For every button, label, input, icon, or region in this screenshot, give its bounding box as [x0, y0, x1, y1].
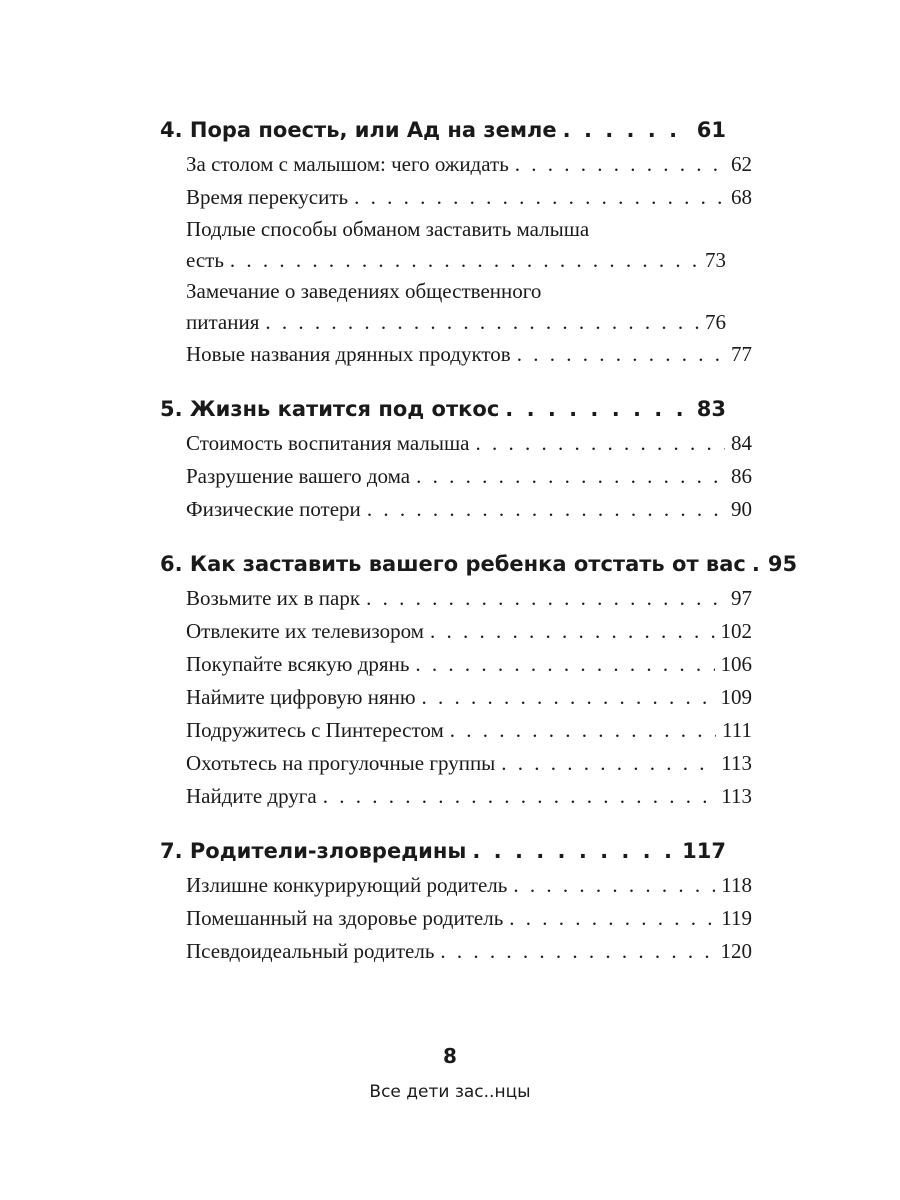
- section-entry[interactable]: [160, 276, 726, 338]
- section-page-number: 106: [720, 652, 752, 676]
- section-entry[interactable]: [160, 869, 752, 902]
- section-title-line1: Подлые способы обманом заставить малыша: [186, 217, 590, 241]
- dot-leader: [430, 615, 715, 648]
- section-title: Подружитесь с Пинтерестом: [186, 718, 444, 742]
- chapter-title: 7. Родители-зловредины: [160, 839, 467, 863]
- chapter-page-number: 117: [682, 839, 726, 863]
- section-entry[interactable]: [160, 338, 752, 371]
- section-title: Отвлеките их телевизором: [186, 619, 424, 643]
- dot-leader: [440, 935, 714, 968]
- dot-leader: [505, 391, 690, 427]
- dot-leader: [517, 338, 725, 371]
- section-title: Псевдоидеальный родитель: [186, 939, 435, 963]
- section-page-number: 73: [705, 248, 726, 272]
- dot-leader: [563, 112, 691, 148]
- footer-book-title: Все дети зас..нцы: [369, 1082, 531, 1102]
- section-entry[interactable]: [160, 648, 752, 681]
- section-page-number: 113: [721, 784, 752, 808]
- section-entry[interactable]: [160, 681, 752, 714]
- section-page-number: 109: [720, 685, 752, 709]
- footer-page-number: 8: [443, 1044, 457, 1068]
- section-title: Наймите цифровую няню: [186, 685, 416, 709]
- section-title: За столом с малышом: чего ожидать: [186, 152, 509, 176]
- section-page-number: 62: [731, 152, 752, 176]
- dot-leader: [475, 427, 725, 460]
- table-of-contents: [160, 112, 798, 988]
- chapter-5: [160, 391, 752, 526]
- section-entry[interactable]: [160, 148, 752, 181]
- section-page-number: 84: [731, 431, 752, 455]
- chapter-heading[interactable]: [160, 546, 798, 582]
- section-entry[interactable]: [160, 615, 752, 648]
- chapter-6: [160, 546, 798, 813]
- dot-leader: [472, 833, 676, 869]
- section-entry[interactable]: [160, 935, 752, 968]
- section-title: Помешанный на здоровье родитель: [186, 906, 504, 930]
- dot-leader: [354, 181, 725, 214]
- section-title: Время перекусить: [186, 185, 349, 209]
- section-page-number: 119: [721, 906, 752, 930]
- section-title: Возьмите их в парк: [186, 586, 361, 610]
- chapter-page-number: 61: [696, 118, 726, 142]
- section-entry[interactable]: [160, 427, 752, 460]
- section-entry[interactable]: [160, 747, 752, 780]
- dot-leader: [422, 681, 715, 714]
- section-page-number: 111: [722, 718, 752, 742]
- section-title: Излишне конкурирующий родитель: [186, 873, 508, 897]
- section-title: Физические потери: [186, 497, 361, 521]
- chapter-page-number: 83: [696, 397, 726, 421]
- chapter-4: [160, 112, 752, 371]
- section-page-number: 97: [731, 586, 752, 610]
- section-title: Стоимость воспитания малыша: [186, 431, 470, 455]
- dot-leader: [367, 493, 725, 526]
- section-title: Покупайте всякую дрянь: [186, 652, 410, 676]
- section-entry[interactable]: [160, 582, 752, 615]
- dot-leader: [323, 780, 716, 813]
- section-page-number: 68: [731, 185, 752, 209]
- chapter-page-number: 95: [767, 552, 798, 576]
- section-page-number: 118: [721, 873, 752, 897]
- section-page-number: 102: [720, 619, 752, 643]
- dot-leader: [513, 869, 715, 902]
- section-entry[interactable]: [160, 214, 726, 276]
- section-title: есть: [186, 248, 224, 272]
- section-title: питания: [186, 310, 260, 334]
- chapter-heading[interactable]: [160, 112, 726, 148]
- dot-leader: [752, 546, 762, 582]
- section-entry[interactable]: [160, 181, 752, 214]
- dot-leader: [501, 747, 715, 780]
- section-entry[interactable]: [160, 493, 752, 526]
- section-title-line1: Замечание о заведениях общественного: [186, 279, 542, 303]
- section-page-number: 77: [731, 342, 752, 366]
- section-page-number: 120: [720, 939, 752, 963]
- dot-leader: [230, 245, 699, 276]
- section-entry[interactable]: [160, 902, 752, 935]
- section-page-number: 76: [705, 310, 726, 334]
- dot-leader: [515, 148, 725, 181]
- chapter-heading[interactable]: [160, 833, 726, 869]
- section-entry[interactable]: [160, 714, 752, 747]
- dot-leader: [366, 582, 725, 615]
- section-entry[interactable]: [160, 460, 752, 493]
- dot-leader: [416, 460, 725, 493]
- dot-leader: [415, 648, 714, 681]
- section-page-number: 113: [721, 751, 752, 775]
- chapter-title: 4. Пора поесть, или Ад на земле: [160, 118, 557, 142]
- section-title: Новые названия дрянных продуктов: [186, 342, 511, 366]
- section-page-number: 90: [731, 497, 752, 521]
- chapter-title: 6. Как заставить вашего ребенка отстать от вас: [160, 552, 746, 576]
- chapter-7: [160, 833, 752, 968]
- section-title: Охотьтесь на прогулочные группы: [186, 751, 496, 775]
- section-title: Разрушение вашего дома: [186, 464, 411, 488]
- dot-leader: [450, 714, 716, 747]
- section-title: Найдите друга: [186, 784, 317, 808]
- dot-leader: [265, 307, 699, 338]
- section-entry[interactable]: [160, 780, 752, 813]
- chapter-heading[interactable]: [160, 391, 726, 427]
- section-page-number: 86: [731, 464, 752, 488]
- chapter-title: 5. Жизнь катится под откос: [160, 397, 500, 421]
- dot-leader: [509, 902, 715, 935]
